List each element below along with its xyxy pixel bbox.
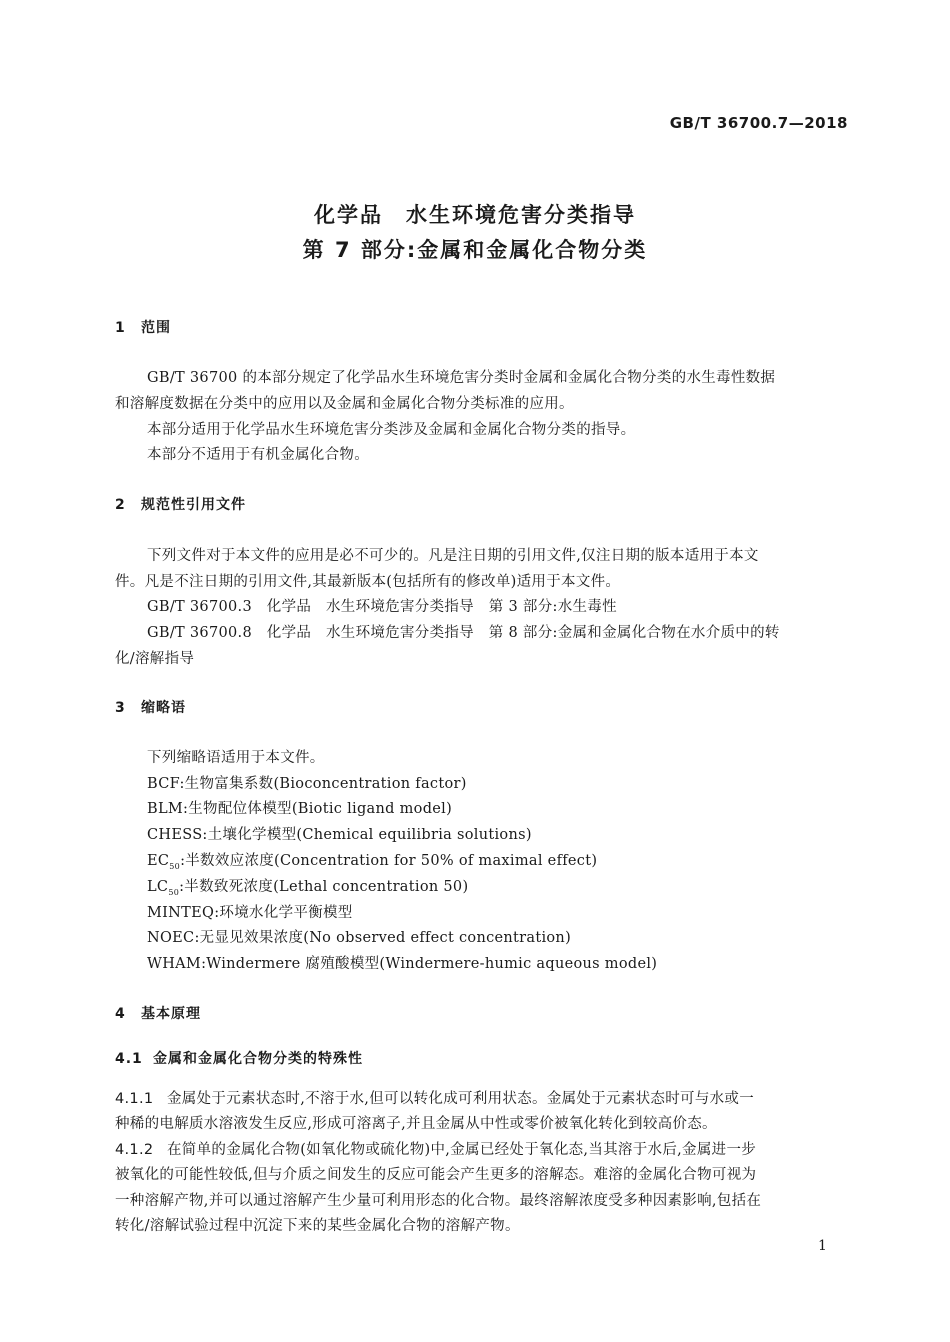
section-2-para-1-line-1: 下列文件对于本文件的应用是必不可少的。凡是注日期的引用文件,仅注日期的版本适用于本文	[147, 548, 759, 564]
clause-4-1-2-line-2: 被氧化的可能性较低,但与介质之间发生的反应可能会产生更多的溶解态。难溶的金属化合物可视为	[115, 1167, 757, 1183]
lc50-abbr: LC	[147, 879, 169, 895]
clause-text: 金属处于元素状态时,不溶于水,但可以转化成可利用状态。金属处于元素状态时可与水或一	[167, 1091, 755, 1107]
section-1-para-1-line-1: GB/T 36700 的本部分规定了化学品水生环境危害分类时金属和金属化合物分类的水生毒性数据	[147, 370, 776, 386]
lc50-text: :半数致死浓度(Lethal concentration 50)	[179, 879, 469, 895]
clause-4-1-2-line-4: 转化/溶解试验过程中沉淀下来的某些金属化合物的溶解产物。	[115, 1218, 520, 1234]
standard-number: GB/T 36700.7—2018	[669, 114, 848, 132]
section-2-para-1-line-2: 件。凡是不注日期的引用文件,其最新版本(包括所有的修改单)适用于本文件。	[115, 574, 621, 590]
section-title: 基本原理	[141, 1006, 201, 1022]
normative-reference-2-line-1: GB/T 36700.8 化学品 水生环境危害分类指导 第 8 部分:金属和金属化合物在水介质中的转	[147, 625, 780, 641]
abbreviation-bcf: BCF:生物富集系数(Bioconcentration factor)	[147, 776, 467, 792]
section-1-heading	[115, 317, 171, 337]
subsection-number: 4.1	[115, 1051, 143, 1067]
section-1-para-3: 本部分不适用于有机金属化合物。	[147, 447, 369, 463]
abbreviation-minteq: MINTEQ:环境水化学平衡模型	[147, 905, 353, 921]
section-title: 规范性引用文件	[141, 497, 246, 513]
section-1-para-1-line-2: 和溶解度数据在分类中的应用以及金属和金属化合物分类标准的应用。	[115, 396, 574, 412]
ec50-text: :半数效应浓度(Concentration for 50% of maximal effect)	[180, 853, 598, 869]
section-title: 范围	[141, 320, 171, 336]
section-number: 4	[115, 1006, 126, 1022]
clause-4-1-1-line-2: 种稀的电解质水溶液发生反应,形成可溶离子,并且金属从中性或零价被氧化转化到较高价态。	[115, 1116, 717, 1132]
page-number: 1	[818, 1238, 827, 1254]
clause-4-1-1-line-1	[115, 1087, 754, 1108]
subsection-4-1-heading	[115, 1048, 363, 1068]
clause-4-1-2-line-1	[115, 1138, 756, 1159]
document-title-line1: 化学品 水生环境危害分类指导	[314, 203, 636, 227]
section-number: 3	[115, 700, 126, 716]
normative-reference-2-line-2: 化/溶解指导	[115, 651, 195, 667]
subsection-title: 金属和金属化合物分类的特殊性	[153, 1051, 363, 1067]
clause-4-1-2-line-3: 一种溶解产物,并可以通过溶解产生少量可利用形态的化合物。最终溶解浓度受多种因素影响,包括在	[115, 1193, 762, 1209]
section-4-heading	[115, 1003, 201, 1023]
abbreviation-lc50	[147, 875, 468, 897]
section-1-para-2: 本部分适用于化学品水生环境危害分类涉及金属和金属化合物分类的指导。	[147, 422, 636, 438]
abbreviation-ec50	[147, 849, 597, 871]
abbreviation-noec: NOEC:无显见效果浓度(No observed effect concentration)	[147, 930, 572, 946]
ec50-subscript: 50	[169, 861, 181, 871]
document-title-line2: 第 7 部分:金属和金属化合物分类	[302, 238, 648, 262]
ec50-abbr: EC	[147, 853, 170, 869]
section-title: 缩略语	[141, 700, 186, 716]
abbreviation-wham: WHAM:Windermere 腐殖酸模型(Windermere-humic aqueous model)	[147, 956, 658, 972]
section-number: 2	[115, 497, 126, 513]
clause-number: 4.1.2	[115, 1142, 154, 1158]
clause-number: 4.1.1	[115, 1091, 154, 1107]
section-number: 1	[115, 320, 126, 336]
section-3-heading	[115, 697, 186, 717]
lc50-subscript: 50	[168, 887, 180, 897]
abbreviation-blm: BLM:生物配位体模型(Biotic ligand model)	[147, 801, 453, 817]
abbreviations-intro: 下列缩略语适用于本文件。	[147, 750, 325, 766]
normative-reference-1: GB/T 36700.3 化学品 水生环境危害分类指导 第 3 部分:水生毒性	[147, 599, 617, 615]
abbreviation-chess: CHESS:土壤化学模型(Chemical equilibria solutions)	[147, 827, 532, 843]
section-2-heading	[115, 494, 246, 514]
clause-text: 在简单的金属化合物(如氧化物或硫化物)中,金属已经处于氧化态,当其溶于水后,金属进一步	[167, 1142, 757, 1158]
